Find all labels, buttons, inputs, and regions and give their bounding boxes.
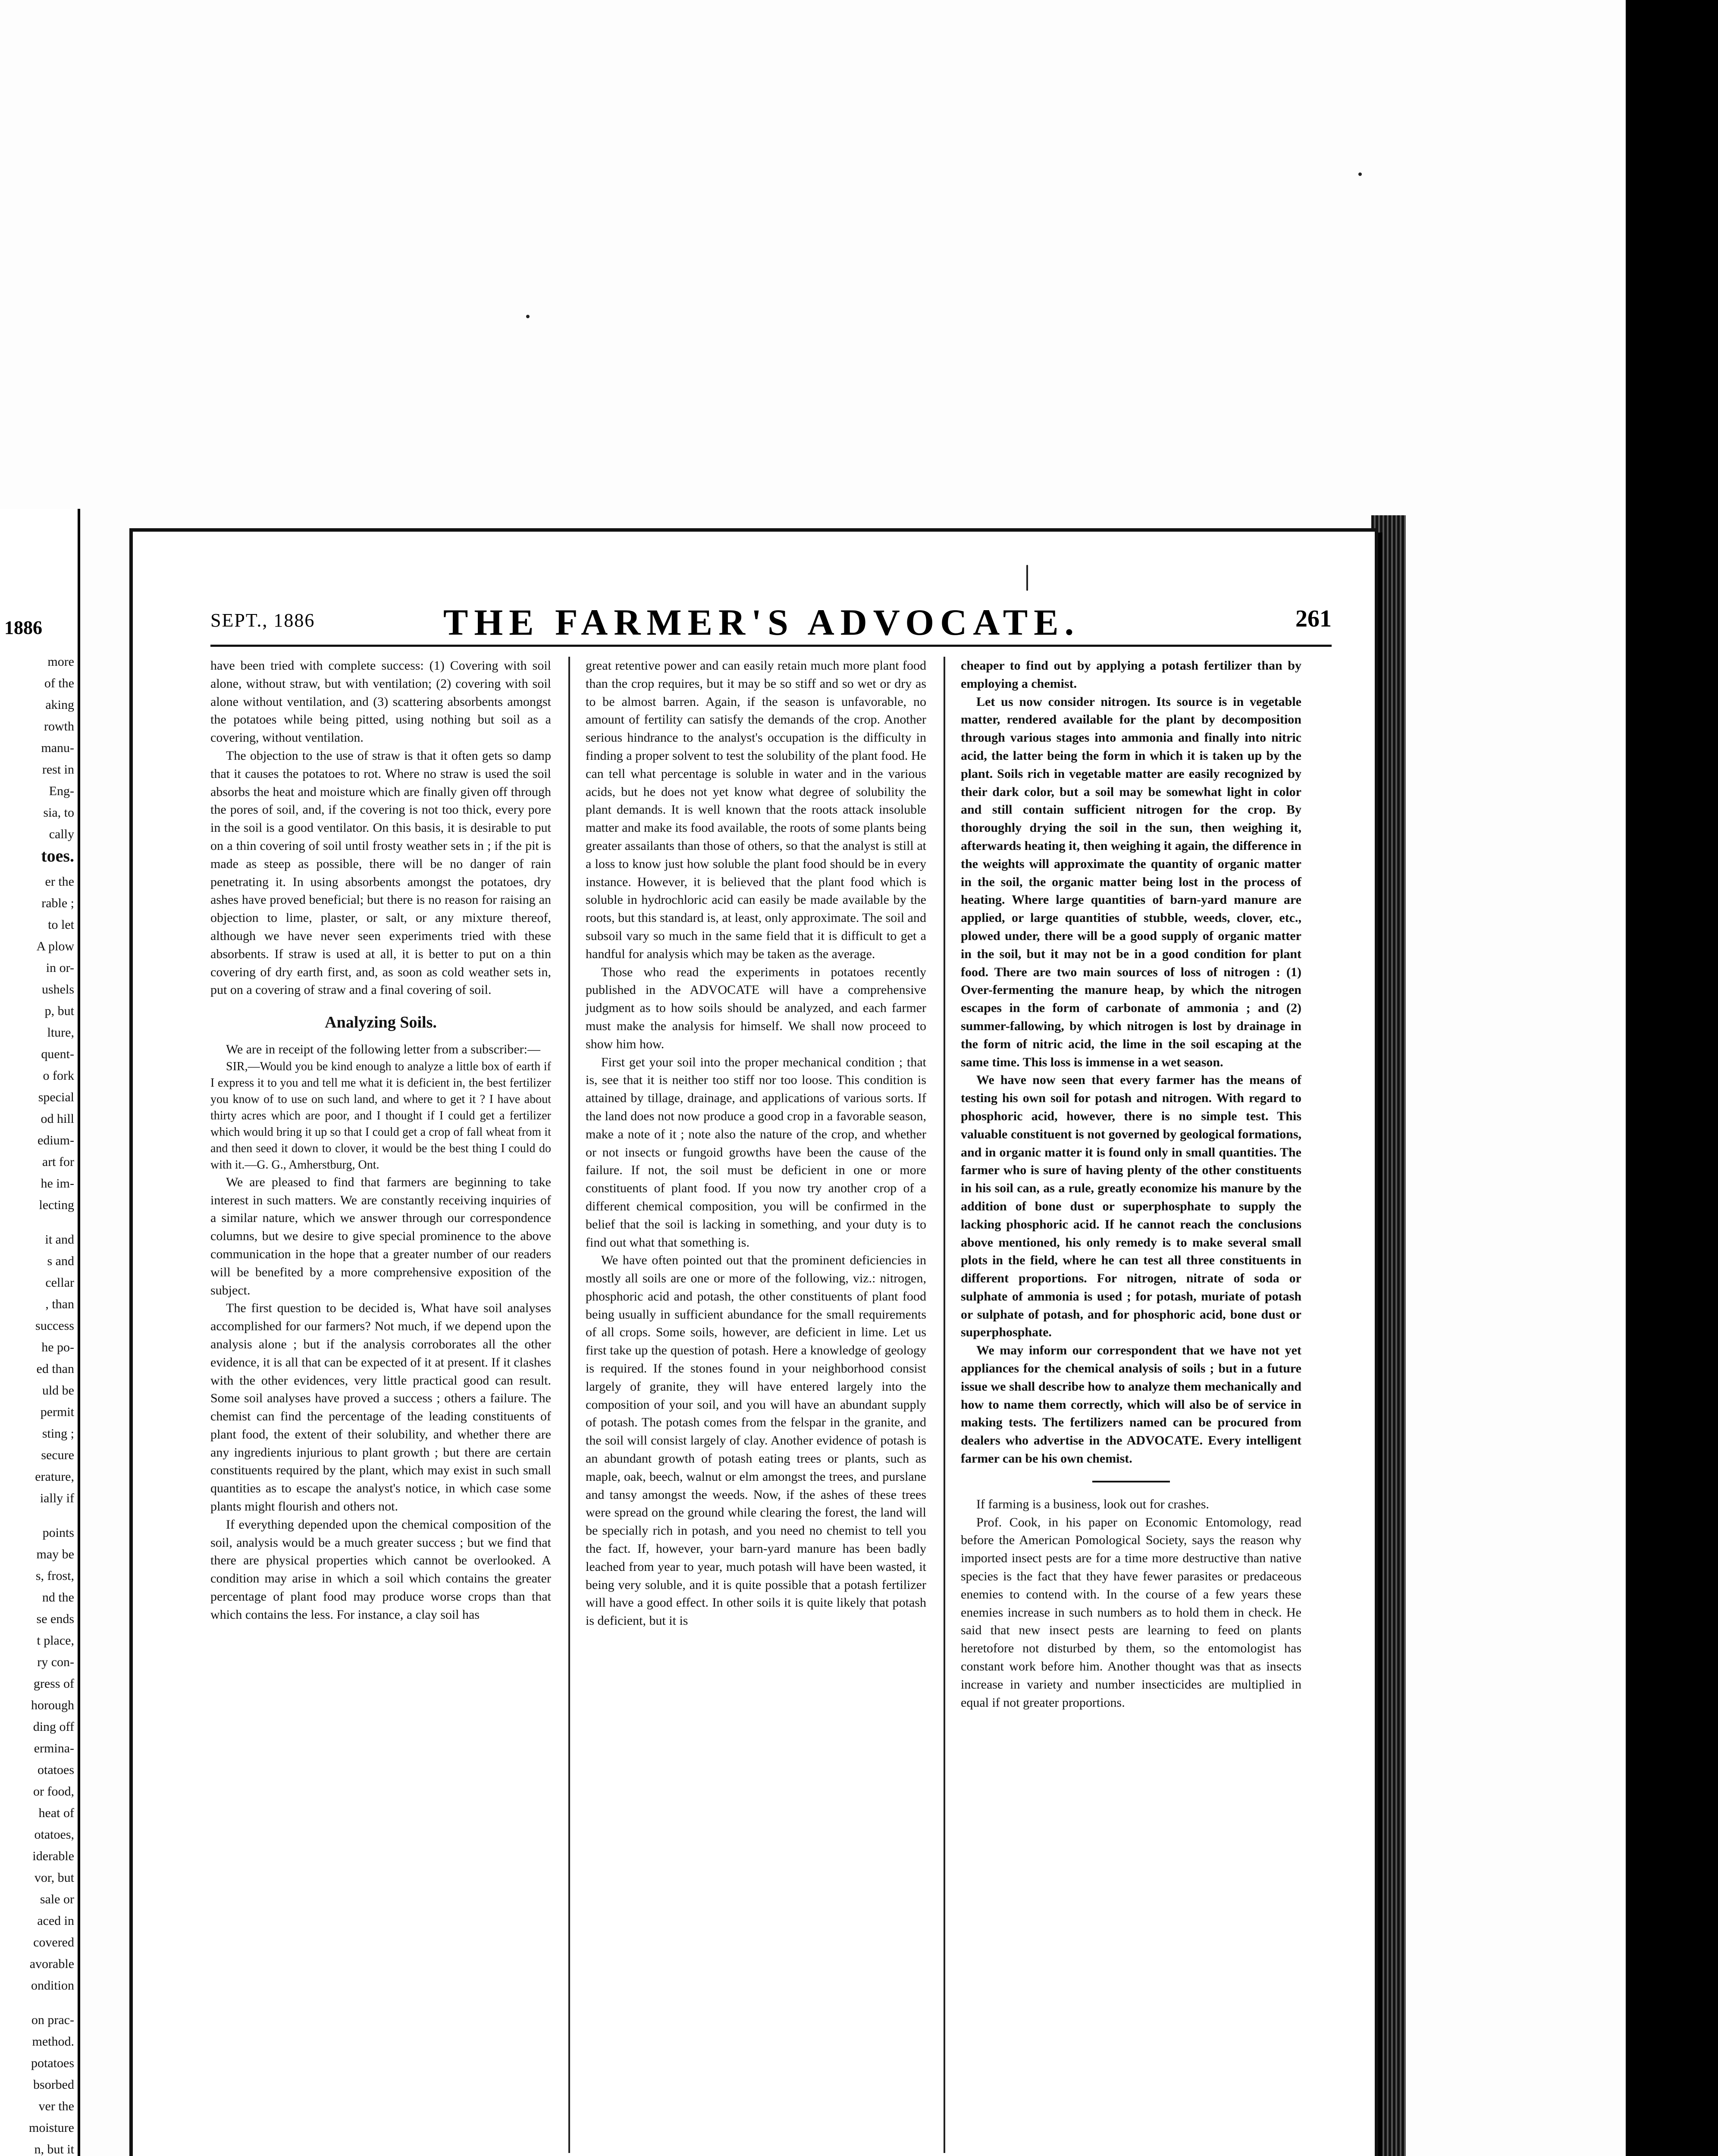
previous-page-line: aced in <box>37 1914 74 1928</box>
previous-page-line: aking <box>45 698 74 712</box>
previous-page-line: otatoes, <box>34 1827 74 1842</box>
previous-page-line: to let <box>48 918 74 932</box>
dust-speck <box>1358 172 1362 176</box>
paragraph: We have now seen that every farmer has the means of testing his own soil for potash and nitrogen. With regard to phosphoric acid, however, there is no simple test. This valuable constituent is not governed by geological formations, and in organic matter it is found only in small quantities. The farmer who is sure of having plenty of the other constituents in his soil can, as a rule, greatly economize his manure by the addition of bone dust or superphosphate to supply the lacking phosphoric acid. If he cannot reach the conclusions above mentioned, his only remedy is to make several small plots in the field, where he can test all three constituents in different proportions. For nitrogen, nitrate of soda or sulphate of ammonia is used ; for potash, muriate of potash or sulphate of potash, and for phosphoric acid, bone dust or superphosphate. <box>961 1073 1301 1340</box>
previous-page-line: od hill <box>41 1112 74 1126</box>
previous-page-line: edium- <box>38 1133 74 1147</box>
previous-page-line: cally <box>49 827 74 841</box>
previous-page-line: secure <box>41 1448 74 1462</box>
previous-page-line: ially if <box>40 1491 74 1505</box>
previous-page-line: may be <box>36 1547 74 1561</box>
previous-page-line: sale or <box>40 1892 74 1906</box>
previous-page-line: or food, <box>33 1784 74 1799</box>
newspaper-page <box>129 528 1378 2156</box>
previous-page-line: lture, <box>47 1025 74 1040</box>
previous-page-line: nd the <box>42 1590 74 1604</box>
section-title: Analyzing Soils. <box>325 1013 437 1032</box>
column-divider <box>568 657 570 2153</box>
issue-date: SEPT., 1886 <box>210 610 315 631</box>
dust-mark <box>1026 565 1028 591</box>
previous-page-line: success <box>35 1319 74 1333</box>
previous-page-line: ding off <box>33 1720 74 1734</box>
paragraph: cheaper to find out by applying a potash fertilizer than by employing a chemist. <box>961 658 1301 691</box>
paragraph: If farming is a business, look out for crashes. <box>976 1497 1209 1511</box>
previous-page-line: he po- <box>41 1340 74 1354</box>
page-number: 261 <box>1295 605 1332 632</box>
paragraph: Let us now consider nitrogen. Its source is in vegetable matter, rendered available for the plant by decomposition through various stages into ammonia and finally into nitric acid, the latter being the form in which it is taken up by the plant. Soils rich in vegetable matter are easily recognized by their dark color, but a soil may be somewhat light in color and still contain sufficient nitrogen for the crop. By thoroughly drying the soil in the sun, then weighing it, afterwards heating it, then weighing it again, the difference in the weights will approximate the quantity of organic matter in the soil, the organic matter being lost in the process of heating. Where large quantities of barn-yard manure are applied, or large quantities of stubble, weeds, clover, etc., plowed under, there will be a good supply of organic matter in the soil, but it may not be in a good condition for plant food. There are two main sources of loss of nitrogen : (1) Over-fermenting the manure heap, by which the nitrogen escapes in the form of carbonate of ammonia ; and (2) summer-fallowing, by which nitrogen is lost by drainage in the form of nitric acid, the lime in the soil escaping at the same time. This loss is immense in a wet season. <box>961 694 1301 1069</box>
previous-page-line: in or- <box>46 961 74 975</box>
previous-page-line: ver the <box>38 2099 74 2113</box>
previous-page-line: rable ; <box>41 896 74 910</box>
previous-page-line: horough <box>31 1698 74 1712</box>
previous-page-line: s and <box>47 1254 74 1268</box>
article-separator <box>1092 1481 1170 1482</box>
header-rule <box>210 645 1332 647</box>
previous-page-line: avorable <box>29 1957 74 1971</box>
previous-page-line: sia, to <box>43 805 74 820</box>
previous-page-line: erature, <box>35 1470 74 1484</box>
previous-page-line: cellar <box>45 1275 74 1290</box>
previous-page-line: ermina- <box>34 1741 74 1755</box>
previous-page-line: he im- <box>41 1176 74 1191</box>
previous-page-line: se ends <box>36 1612 74 1626</box>
previous-page-line: p, but <box>44 1004 74 1018</box>
previous-page-line: on prac- <box>31 2013 74 2027</box>
paragraph: We have often pointed out that the prominent deficiencies in mostly all soils are one or more of the following, viz.: nitrogen, phosphoric acid and potash, the other constituents of plant food being usually in sufficient abundance for the small requirements of all crops. Some soils, however, are deficient in lime. Let us first take up the question of potash. Here a knowledge of geology is required. If the stones found in your neighborhood consist largely of granite, they will have entered largely into the composition of your soil, and you will have an abundant supply of potash. The potash comes from the felspar in the granite, and the soil will consist largely of clay. Another evidence of potash is an abundant growth of potash eating trees or plants, such as maple, oak, beech, walnut or elm amongst the trees, and purslane and tansy amongst the weeds. Now, if the ashes of these trees were spread on the ground while clearing the forest, the land will be specially rich in potash, and you need no chemist to tell you the fact. If, however, your barn-yard manure has been badly leached from year to year, much potash will have been wasted, it being very soluble, and it is quite possible that a potash fertilizer will have a good effect. In other soils it is quite likely that potash is deficient, but it is <box>586 1253 926 1628</box>
paragraph: great retentive power and can easily retain much more plant food than the crop requires, but it may be so stiff and so wet or dry as to be almost barren. Again, if the season is unfavorable, no amount of fertility can satisfy the demands of the crop. Another serious hindrance to the analyst's occupation is the difficulty in finding a proper solvent to test the solubility of the plant food. He can tell what percentage is soluble in water and in the various acids, but he does not yet know what degree of solubility the plant demands. It is well known that the roots attack insoluble matter and make its food available, the roots of some plants being greater assailants than those of others, so that the analyst is still at a loss to know just how soluble the plant food should be in every instance. However, it is believed that the plant food which is soluble in hydrochloric acid can easily be made available by the roots, but this standard is, at least, only approximate. The soil and subsoil vary so much in the same field that it is difficult to get a handful for analysis which may be taken as the average. <box>586 658 926 961</box>
previous-page-line: special <box>38 1090 74 1104</box>
previous-page-line: iderable <box>32 1849 74 1863</box>
paragraph: We are pleased to find that farmers are beginning to take interest in such matters. We are constantly receiving inquiries of a similar nature, which we answer through our correspondence columns, but we desire to give special prominence to the above communication in the hope that a greater number of our readers will be benefited by a more comprehensive exposition of the subject. <box>210 1175 551 1297</box>
paragraph: We may inform our correspondent that we have not yet appliances for the chemical analysis of soils ; but in a future issue we shall describe how to analyze them mechanically and how to name them correctly, which will also be of service in making tests. The fertilizers named can be procured from dealers who advertise in the ADVOCATE. Every intelligent farmer can be his own chemist. <box>961 1343 1301 1466</box>
previous-page-line: quent- <box>41 1047 74 1061</box>
previous-page-line: heat of <box>38 1806 74 1820</box>
right-black-border <box>1626 0 1718 2156</box>
previous-page-line: A plow <box>36 939 74 953</box>
previous-page-line: it and <box>45 1232 74 1247</box>
previous-page-line: t place, <box>37 1633 74 1648</box>
previous-page-line: er the <box>45 874 74 889</box>
previous-page-heading: toes. <box>41 846 74 865</box>
previous-page-line: , than <box>45 1297 74 1311</box>
previous-page-line: covered <box>33 1935 74 1949</box>
previous-page-line: permit <box>40 1405 74 1419</box>
previous-page-line: points <box>42 1526 74 1540</box>
previous-page-line: uld be <box>42 1383 74 1398</box>
paragraph: The objection to the use of straw is that it often gets so damp that it causes the potatoes to rot. Where no straw is used the soil absorbs the heat and moisture which are finally given off through the pores of soil, and, if the covering is not too thick, every pore in the soil is a good ventilator. On this basis, it is desirable to put on a thin covering of soil until frosty weather sets in ; if the pit is made as steep as possible, there will be no danger of rain penetrating it. In using absorbents amongst the potatoes, dry ashes have proved beneficial; but there is no reason for raising an objection to lime, plaster, or salt, or any mixture thereof, although we have never seen experiments tried with these absorbents. If straw is used at all, it is better to put on a thin covering of dry earth first, and, as soon as cold weather sets in, put on a covering of straw and a final covering of soil. <box>210 748 551 997</box>
previous-page-line: otatoes <box>38 1763 74 1777</box>
previous-page-line: rest in <box>42 762 74 777</box>
column-2 <box>586 657 926 1630</box>
dust-speck <box>526 315 530 318</box>
previous-page-line: more <box>47 655 74 669</box>
previous-page-line: ed than <box>36 1362 74 1376</box>
page-header <box>210 601 1332 643</box>
paragraph: Those who read the experiments in potatoes recently published in the ADVOCATE will have a comprehensive judgment as to how soils should be analyzed, and each farmer must make the analysis for himself. We shall now proceed to show him how. <box>586 965 926 1051</box>
previous-page-line: s, frost, <box>35 1569 74 1583</box>
previous-page-line: vor, but <box>34 1871 74 1885</box>
previous-page-line: lecting <box>39 1198 74 1212</box>
column-divider <box>944 657 945 2153</box>
previous-page-line: ry con- <box>37 1655 74 1669</box>
previous-page-line: bsorbed <box>33 2078 74 2092</box>
previous-page-line: sting ; <box>42 1426 74 1441</box>
previous-page-line: moisture <box>29 2121 74 2135</box>
masthead-title: THE FARMER'S ADVOCATE. <box>443 602 1080 643</box>
previous-page-header: 1886 <box>4 617 42 638</box>
previous-page-line: rowth <box>44 719 74 733</box>
previous-page-line: o fork <box>43 1069 74 1083</box>
previous-page-line: n, but it <box>34 2142 74 2156</box>
previous-page-line: manu- <box>41 741 74 755</box>
paragraph: have been tried with complete success: (1) Covering with soil alone, without straw, but with ventilation; (2) covering with soil alone without ventilation, and (3) scattering absorbents amongst the potatoes while being pitted, using nothing but soil as a covering, without ventilation. <box>210 658 551 745</box>
previous-page-line: method. <box>32 2034 74 2049</box>
previous-page-line: of the <box>44 676 74 690</box>
previous-page-line: Eng- <box>49 784 74 798</box>
paragraph: If everything depended upon the chemical composition of the soil, analysis would be a much greater success ; but we find that there are physical properties which cannot be overlooked. A condition may arise in which a soil which contains the greater percentage of plant food may produce worse crops than that which contains the less. For instance, a clay soil has <box>210 1517 551 1622</box>
previous-page-line: gress of <box>33 1677 74 1691</box>
previous-page-line: art for <box>42 1155 74 1169</box>
paragraph: First get your soil into the proper mechanical condition ; that is, see that it is neither too stiff nor too loose. This condition is attained by tillage, drainage, and applications of various sorts. If the land does not now produce a good crop in a favorable season, make a note of it ; note also the nature of the crop, and whether or not insects or fungoid growths have been the cause of the failure. If not, the soil must be deficient in one or more constituents of plant food. If you now try another crop of a different chemical composition, you will be confirmed in the belief that the soil is lacking in something, and your duty is to find out what that something is. <box>586 1055 926 1250</box>
column-1 <box>210 657 551 1624</box>
column-3 <box>961 657 1301 1711</box>
previous-page-fragment <box>0 509 80 2156</box>
paragraph: The first question to be decided is, What have soil analyses accomplished for our farmers? Not much, if we depend upon the analysis alone ; but if the analysis corroborates all the other evidence, it is all that can be expected of it at present. If it clashes with the other evidences, very little practical good can result. Some soil analyses have proved a success ; others a failure. The chemist can find the percentage of the leading constituents of plant food, the extent of their solubility, and whether there are any ingredients injurious to plant growth ; but there are certain constituents required by the plant, which may exist in such small quantities as to escape the analyst's notice, in which case some plants might flourish and others not. <box>210 1301 551 1514</box>
paragraph: We are in receipt of the following letter from a subscriber:— <box>226 1042 540 1056</box>
paragraph: Prof. Cook, in his paper on Economic Entomology, read before the American Pomological Society, says the reason why imported insect pests are for a time more destructive than native species is the fact that they have fewer parasites or predaceous enemies to contend with. In the course of a few years these enemies increase in such numbers as to hold them in check. He said that new insect pests are learning to feed on plants heretofore not disturbed by them, so the entomologist has constant work before him. Another thought was that as insects increase in variety and number insecticides are multiplied in equal if not greater proportions. <box>961 1515 1301 1710</box>
previous-page-line: ondition <box>31 1978 74 1993</box>
previous-page-line: potatoes <box>31 2056 74 2070</box>
subscriber-letter: SIR,—Would you be kind enough to analyze a little box of earth if I express it to you and tell me what it is deficient in, the best fertilizer you know of to use on such land, and where to get it ? I have about thirty acres which are poor, and I thought if I could get a fertilizer which would bring it up so that I could get a crop of fall wheat from it and then seed it down to clover, it would be the best thing I could do with it.—G. G., Amherstburg, Ont. <box>210 1059 551 1172</box>
previous-page-line: ushels <box>42 982 74 997</box>
